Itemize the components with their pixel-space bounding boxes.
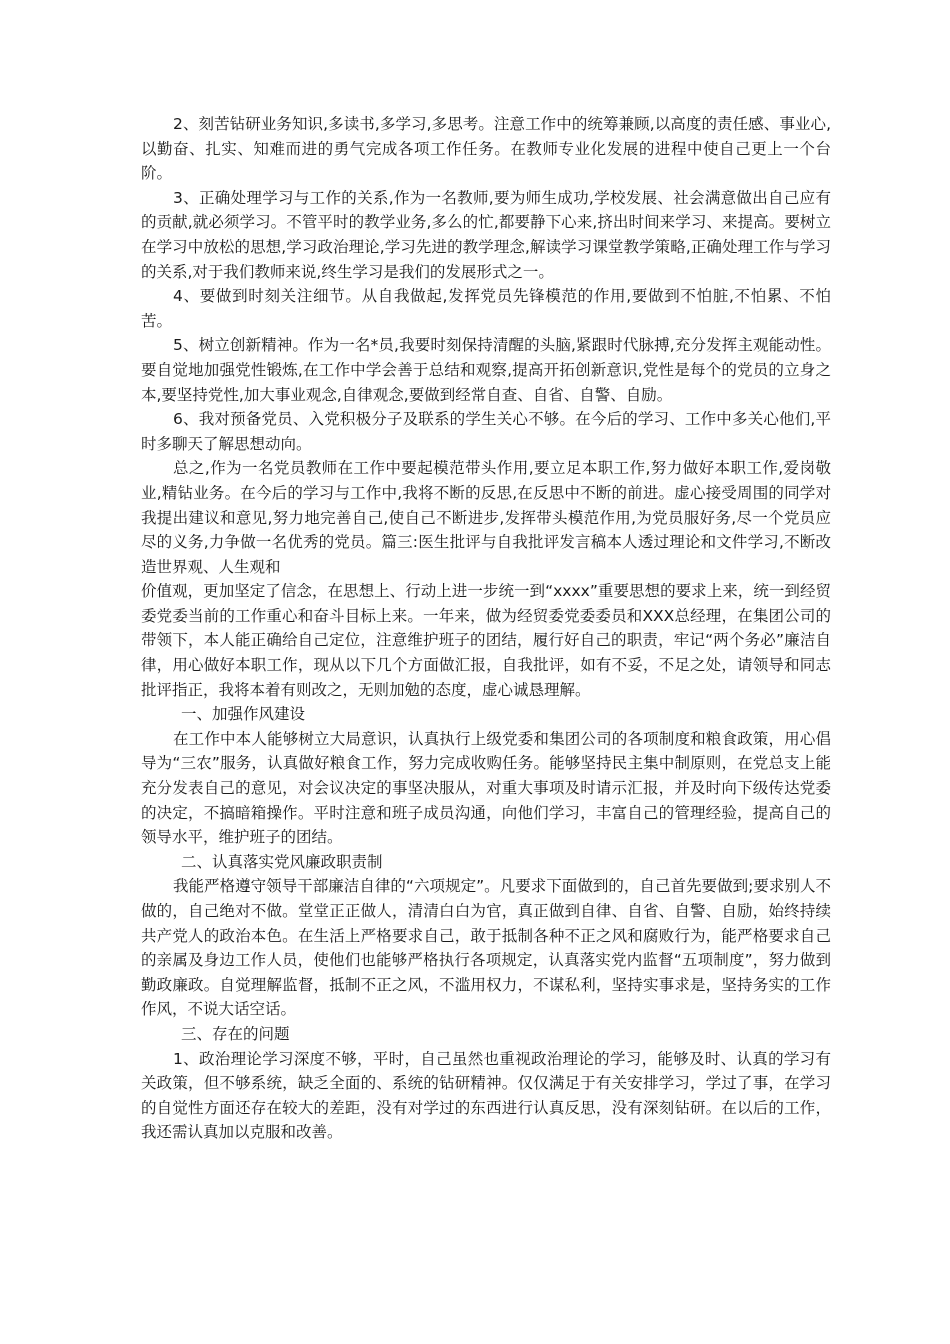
paragraph-item-4: 4、要做到时刻关注细节。从自我做起,发挥党员先锋模范的作用,要做到不怕脏,不怕累、不怕苦。 xyxy=(141,287,831,330)
paragraph-summary: 总之,作为一名党员教师在工作中要起模范带头作用,要立足本职工作,努力做好本职工作,爱岗敬业,精钻业务。在今后的学习与工作中,我将不断的反思,在反思中不断的前进。虚心接受周围的同学对我提出建议和意见,努力地完善自己,使自己不断进步,发挥带头模范作用,为党员服好务,尽一个党员应尽的义务,力争做一名优秀的党员。篇三:医生批评与自我批评发言稿本人透过理论和文件学习,不断改造世界观、人生观和 xyxy=(141,459,831,576)
paragraph-item-6: 6、我对预备党员、入党积极分子及联系的学生关心不够。在今后的学习、工作中多关心他们,平时多聊天了解思想动向。 xyxy=(141,410,831,453)
paragraph-section-3: 1、政治理论学习深度不够，平时，自己虽然也重视政治理论的学习，能够及时、认真的学习有关政策，但不够系统，缺乏全面的、系统的钻研精神。仅仅满足于有关安排学习，学过了事，在学习的自觉性方面还存在较大的差距，没有对学过的东西进行认真反思，没有深刻钻研。在以后的工作，我还需认真加以克服和改善。 xyxy=(141,1049,831,1142)
paragraph-values: 价值观，更加坚定了信念，在思想上、行动上进一步统一到“xxxx”重要思想的要求上来，统一到经贸委党委当前的工作重心和奋斗目标上来。一年来，做为经贸委党委委员和XXX总经理，在集团公司的带领下，本人能正确给自己定位，注意维护班子的团结，履行好自己的职责，牢记“两个务必”廉洁自律，用心做好本职工作，现从以下几个方面做汇报，自我批评，如有不妥，不足之处，请领导和同志批评指正，我将本着有则改之，无则加勉的态度，虚心诚恳理解。 xyxy=(141,582,831,699)
paragraph-item-5: 5、树立创新精神。作为一名*员,我要时刻保持清醒的头脑,紧跟时代脉搏,充分发挥主观能动性。要自觉地加强党性锻炼,在工作中学会善于总结和观察,提高开拓创新意识,党性是每个的党员的立身之本,要坚持党性,加大事业观念,自律观念,要做到经常自查、自省、自警、自励。 xyxy=(141,336,831,404)
paragraph-section-1: 在工作中本人能够树立大局意识，认真执行上级党委和集团公司的各项制度和粮食政策，用心倡导为“三农”服务，认真做好粮食工作，努力完成收购任务。能够坚持民主集中制原则，在党总支上能充分发表自己的意见，对会议决定的事坚决服从，对重大事项及时请示汇报，并及时向下级传达党委的决定，不搞暗箱操作。平时注意和班子成员沟通，向他们学习，丰富自己的管理经验，提高自己的领导水平，维护班子的团结。 xyxy=(141,729,831,847)
paragraph-item-2: 2、刻苦钻研业务知识,多读书,多学习,多思考。注意工作中的统筹兼顾,以高度的责任感、事业心,以勤奋、扎实、知难而进的勇气完成各项工作任务。在教师专业化发展的进程中使自己更上一个台阶。 xyxy=(141,115,831,183)
document-body xyxy=(141,112,831,1145)
section-heading-1: 一、加强作风建设 xyxy=(181,705,306,724)
section-heading-2: 二、认真落实党风廉政职责制 xyxy=(181,852,383,871)
section-heading-3: 三、存在的问题 xyxy=(181,1024,290,1043)
paragraph-section-2: 我能严格遵守领导干部廉洁自律的“六项规定”。凡要求下面做到的，自己首先要做到;要求别人不做的，自己绝对不做。堂堂正正做人，清清白白为官，真正做到自律、自省、自警、自励，始终持续共产党人的政治本色。在生活上严格要求自己，敢于抵制各种不正之风和腐败行为，能严格要求自己的亲属及身边工作人员，使他们也能够严格执行各项规定，认真落实党内监督“五项制度”，努力做到勤政廉政。自觉理解监督，抵制不正之风，不滥用权力，不谋私利，坚持实事求是，坚持务实的工作作风，不说大话空话。 xyxy=(141,877,831,1019)
paragraph-item-3: 3、正确处理学习与工作的关系,作为一名教师,要为师生成功,学校发展、社会满意做出自己应有的贡献,就必须学习。不管平时的教学业务,多么的忙,都要静下心来,挤出时间来学习、来提高。要树立在学习中放松的思想,学习政治理论,学习先进的教学理念,解读学习课堂教学策略,正确处理工作与学习的关系,对于我们教师来说,终生学习是我们的发展形式之一。 xyxy=(141,188,831,281)
